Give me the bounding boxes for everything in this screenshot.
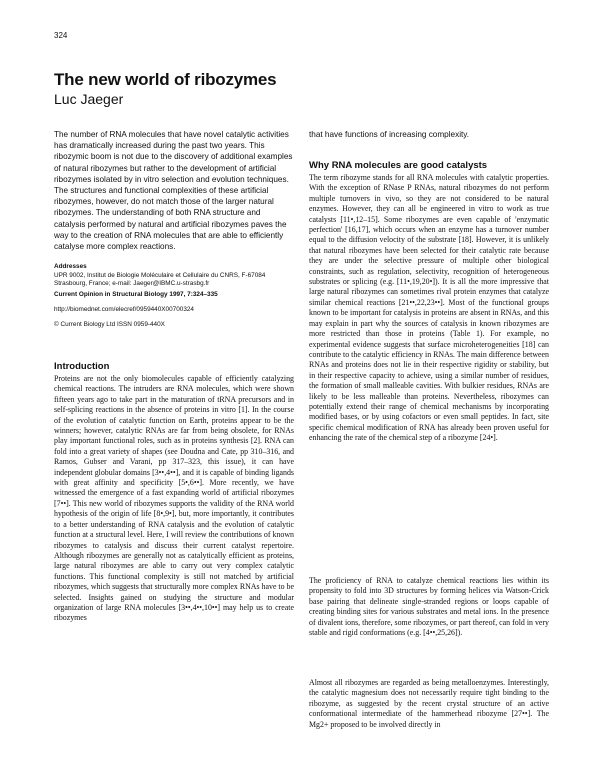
journal-reference: Current Opinion in Structural Biology 1997, 7:324–335 — [54, 291, 218, 298]
article-author: Luc Jaeger — [54, 91, 124, 107]
section-paragraph-1: The term ribozyme stands for all RNA molecules with catalytic properties. With the exception of RNase P RNAs, natural ribozymes do not perform multiple turnovers in vivo, so they are not considered to be natural enzymes. However, they can all be engineered in vitro to work as true catalysts [11•,12–15]. Some ribozymes are even capable of 'enzymatic perfection' [16,17], which occurs when an enzyme has a turnover number equal to the diffusion velocity of the substrate [18]. However, it is unlikely that natural ribozymes have been selected for their catalytic rate because they are under the selective pressure of multiple other biological constraints, such as regulation, selectivity, recognition of heterogeneous substrates or splicing (e.g. [11•,19,20•]). It is all the more impressive that large natural ribozymes can sometimes rival protein enzymes that catalyze similar chemical reactions [21••,22,23••]. Most of the functional groups known to be important for catalysis in proteins are absent in RNAs, and this may explain in part why the sources of catalysis in known ribozymes are more restricted than those in proteins (Table 1). For example, no experimental evidence suggests that surface microheterogeneities [18] can contribute to the catalytic efficiency in RNAs. The main difference between RNAs and proteins does not lie in their respective rigidity or stability, but in their respective capacity to achieve, using a similar number of residues, the formation of small malleable cavities. With bulkier residues, RNAs are likely to be less malleable than proteins. Nevertheless, ribozymes can potentially extend their range of chemical mechanisms by incorporating modified bases, or by using cofactors or even small peptides. In fact, site specific chemical modification of RNA has already been proven useful for enhancing the rate of the chemical step of a ribozyme [24•]. — [309, 173, 549, 443]
addresses-block — [54, 263, 294, 289]
section-paragraph-3: Almost all ribozymes are regarded as being metalloenzymes. Interestingly, the catalytic magnesium does not necessarily require tight binding to the ribozyme, as suggested by the recent crystal structure of an active conformational intermediate of the hammerhead ribozyme [27••]. The Mg2+ proposed to be involved directly in — [309, 678, 549, 729]
section-heading: Why RNA molecules are good catalysts — [309, 160, 488, 171]
section-paragraph-2: The proficiency of RNA to catalyze chemical reactions lies within its propensity to fold into 3D structures by forming helices via Watson-Crick base pairing that delineate single-stranded regions or loops capable of creating binding sites for various substrates and metal ions. In the presence of divalent ions, therefore, some ribozymes, or part thereof, can fold in very stable and rigid conformations (e.g. [4••,25,26]). — [309, 576, 549, 638]
addresses-text: UPR 9002, Institut de Biologie Moléculaire et Cellulaire du CNRS, F-67084 Strasbourg, France; e-mail: Jaeger@IBMC.u-strasbg.fr — [54, 271, 266, 288]
addresses-label: Addresses — [54, 263, 87, 270]
page-number: 324 — [54, 31, 68, 40]
right-column-intro: that have functions of increasing complexity. — [309, 130, 470, 139]
abstract: The number of RNA molecules that have novel catalytic activities has dramatically increased during the past two years. This ribozymic boom is not due to the discovery of additional examples of natural ribozymes but rather to the development of artificial ribozymes isolated by in vitro selection and evolution techniques. The structures and functional complexities of these artificial ribozymes, however, do not match those of the larger natural ribozymes. The understanding of both RNA structure and catalysis performed by natural and artificial ribozymes paves the way to the creation of RNA molecules that are able to efficiently catalyse more complex reactions. — [54, 130, 293, 252]
article-title: The new world of ribozymes — [54, 70, 277, 89]
intro-body: Proteins are not the only biomolecules capable of efficiently catalyzing chemical reactions. The intruders are RNA molecules, which were shown fifteen years ago to take part in the maturation of tRNA precursors and in self-splicing reactions in the absence of proteins in vitro [1]. In the course of the evolution of catalytic function on Earth, proteins appear to be the winners; however, catalytic RNAs are far from being obsolete, for RNAs play important functional roles, such as in proteins synthesis [2]. RNA can fold into a great variety of shapes (see Doudna and Cate, pp 310–316, and Ramos, Gubser and Varani, pp 317–323, this issue), it can have independent globular domains [3••,4••], and it is capable of binding ligands with great affinity and specificity [5•,6••]. More recently, we have witnessed the emergence of a fast expanding world of artificial ribozymes [7••]. This new world of ribozymes supports the validity of the RNA world hypothesis of the origin of life [8•,9•], but, more importantly, it contributes to a better understanding of RNA catalysis and the evolution of catalytic function at a structural level. Here, I will review the contributions of known ribozymes to catalysis and discuss their current catalyst repertoire. Although ribozymes are generally not as catalytically efficient as proteins, large natural ribozymes are able to carry out very complex catalytic functions. This functional complexity is still not matched by artificial ribozymes, which suggests that structurally more complex RNAs have to be selected. Insights gained on studying the structure and modular organization of large RNA molecules [3••,4••,10••] may help us to create ribozymes — [54, 374, 294, 623]
intro-heading: Introduction — [54, 361, 110, 372]
copyright-notice: © Current Biology Ltd ISSN 0959-440X — [54, 321, 165, 328]
article-url: http://biomednet.com/elecref/0959440X00700324 — [54, 306, 194, 313]
